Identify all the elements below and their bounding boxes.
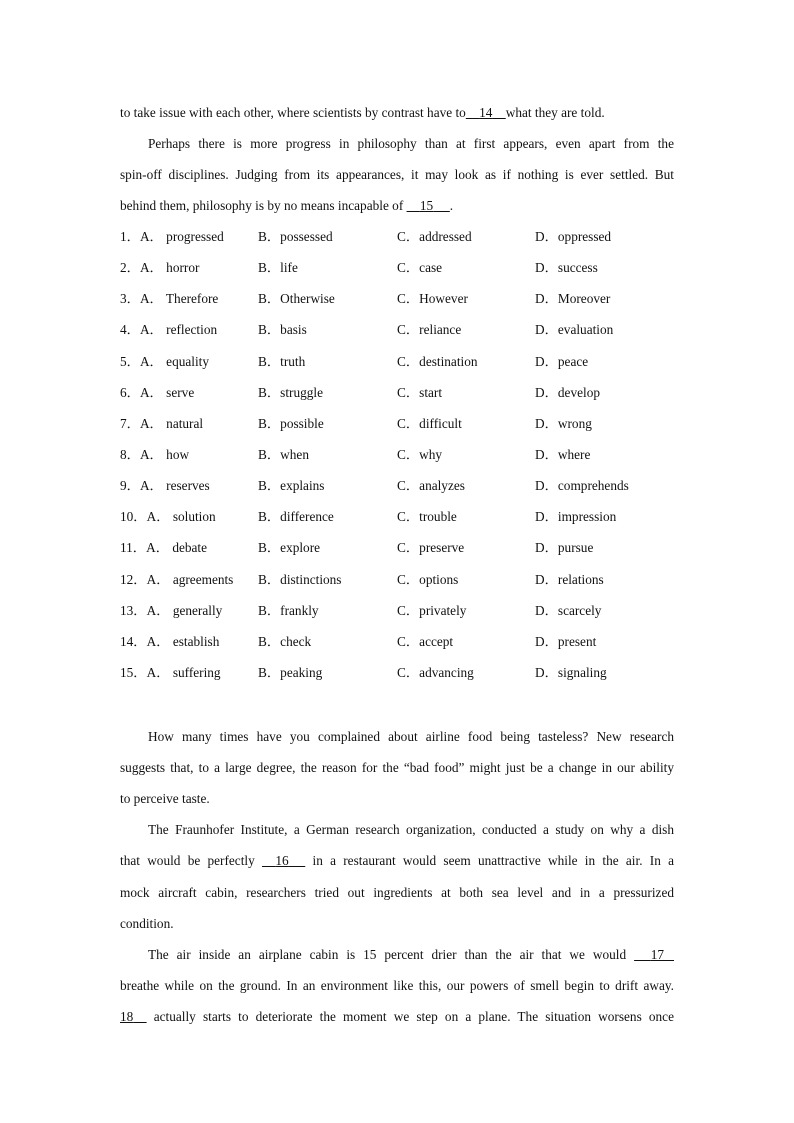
option-c: C．options [397,572,459,587]
option-d: D．impression [535,509,617,524]
option-d: D．present [535,634,597,649]
option-a: 13．A． generally [120,603,223,618]
option-c: C．start [397,385,443,400]
passage2-line: suggests that, to a large degree, the reason for the “bad food” might just be a change in our ability [120,760,674,775]
option-d: D．wrong [535,416,592,431]
blank-14: 14 [479,105,493,120]
passage1-line3: spin-off disciplines. Judging from its appearances, it may look as if nothing is ever settled. But [120,167,674,182]
option-c: C．case [397,260,443,275]
option-b: B．frankly [258,603,319,618]
option-c: C．addressed [397,229,472,244]
blank-15: 15 [419,198,434,213]
option-a: 14．A． establish [120,634,220,649]
option-c: C．reliance [397,322,462,337]
option-row [120,385,680,401]
text-segment: that would be perfectly [120,853,255,868]
option-a: 8．A． how [120,447,190,462]
option-b: B．check [258,634,312,649]
passage1-line4 [120,198,674,214]
option-row [120,634,680,650]
text-segment: what they are told. [505,105,605,120]
option-c: C．preserve [397,540,465,555]
option-d: D．signaling [535,665,607,680]
option-a: 7．A． natural [120,416,204,431]
option-d: D．where [535,447,591,462]
option-a: 11．A． debate [120,540,208,555]
option-b: B．truth [258,354,306,369]
passage2-line [148,947,674,963]
option-d: D．evaluation [535,322,614,337]
blank-17: 17 [650,947,665,962]
option-a: 1．A． progressed [120,229,224,244]
option-d: D．success [535,260,598,275]
passage2-line: How many times have you complained about airline food being tasteless? New research [148,729,674,744]
option-row [120,478,680,494]
option-row [120,354,680,370]
option-b: B．explore [258,540,321,555]
option-d: D．relations [535,572,604,587]
option-b: B．when [258,447,309,462]
option-d: D．pursue [535,540,594,555]
option-b: B．possible [258,416,324,431]
option-row [120,572,680,588]
passage2-line [120,853,674,869]
option-row [120,416,680,432]
option-d: D．oppressed [535,229,612,244]
option-row [120,540,680,556]
option-c: C．advancing [397,665,474,680]
option-c: C．difficult [397,416,462,431]
passage1-line1 [120,105,674,121]
option-a: 12．A． agreements [120,572,234,587]
option-b: B．explains [258,478,325,493]
option-row [120,291,680,307]
option-a: 6．A． serve [120,385,195,400]
option-d: D．develop [535,385,600,400]
option-d: D．peace [535,354,589,369]
option-b: B．basis [258,322,307,337]
passage2-line [120,1009,674,1025]
passage2-line: breathe while on the ground. In an environment like this, our powers of smell begin to drift away. [120,978,674,993]
option-row [120,260,680,276]
option-a: 15．A． suffering [120,665,221,680]
option-c: C．why [397,447,443,462]
option-b: B．difference [258,509,334,524]
option-c: C．trouble [397,509,457,524]
option-a: 2．A． horror [120,260,200,275]
option-row [120,447,680,463]
option-b: B．struggle [258,385,324,400]
text-segment: . [449,198,454,213]
text-segment: in a restaurant would seem unattractive while in the air. In a [312,853,675,868]
text-segment: actually starts to deteriorate the moment we step on a plane. The situation worsens once [153,1009,674,1024]
passage2-line: condition. [120,916,174,931]
text-segment: behind them, philosophy is by no means incapable of [120,198,404,213]
option-a: 10．A． solution [120,509,216,524]
option-row [120,665,680,681]
option-a: 9．A． reserves [120,478,210,493]
option-c: C．privately [397,603,467,618]
option-row [120,603,680,619]
option-d: D．scarcely [535,603,602,618]
option-a: 4．A． reflection [120,322,218,337]
option-row [120,509,680,525]
option-c: C．destination [397,354,478,369]
option-a: 5．A． equality [120,354,210,369]
passage2-line: mock aircraft cabin, researchers tried out ingredients at both sea level and in a pressurized [120,885,674,900]
blank-18: 18 [120,1009,134,1024]
option-row [120,322,680,338]
option-b: B．distinctions [258,572,342,587]
blank-16: 16 [275,853,289,868]
option-c: C．accept [397,634,454,649]
text-segment: The air inside an airplane cabin is 15 percent drier than the air that we would [148,947,627,962]
option-d: D．comprehends [535,478,629,493]
text-segment: to take issue with each other, where scientists by contrast have to [120,105,466,120]
option-b: B．life [258,260,298,275]
passage1-line2: Perhaps there is more progress in philosophy than at first appears, even apart from the [148,136,674,151]
option-c: C．However [397,291,468,306]
option-b: B．possessed [258,229,333,244]
option-row [120,229,680,245]
option-b: B．peaking [258,665,323,680]
option-a: 3．A． Therefore [120,291,219,306]
option-c: C．analyzes [397,478,465,493]
passage2-line: The Fraunhofer Institute, a German research organization, conducted a study on why a dish [148,822,674,837]
option-d: D．Moreover [535,291,611,306]
option-b: B．Otherwise [258,291,335,306]
passage2-line: to perceive taste. [120,791,210,806]
